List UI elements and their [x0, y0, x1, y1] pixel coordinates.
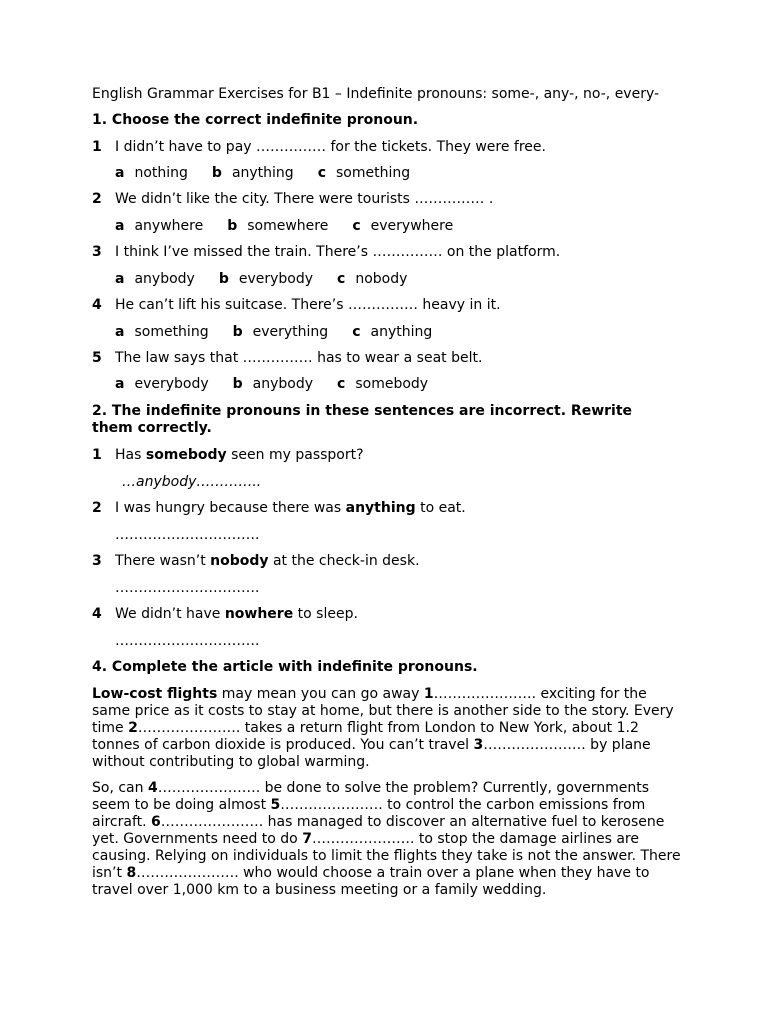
question-number: 3: [92, 244, 102, 260]
option-text: anything: [231, 165, 294, 181]
option-letter: b: [218, 271, 229, 287]
option-text: something: [134, 324, 209, 340]
answer-blank: ………………………….: [115, 527, 260, 543]
option-letter: c: [337, 271, 346, 287]
question-row: [92, 191, 493, 208]
gap-number: 3: [473, 737, 484, 753]
option: [115, 324, 209, 341]
incorrect-pronoun: nobody: [210, 553, 269, 569]
article-text: …………………. who would choose a train over a plane when they have to travel over 1,000 km to a business meeting or a family wedding.: [92, 865, 650, 898]
question-text: We didn’t like the city. There were tourists …………… .: [115, 191, 494, 207]
option-letter: a: [115, 324, 125, 340]
option-text: anywhere: [134, 218, 204, 234]
gap-number: 6: [151, 814, 161, 830]
gap-number: 4: [147, 780, 158, 796]
option-letter: a: [115, 376, 125, 392]
option-text: everywhere: [370, 218, 454, 234]
article-text: …………………. to control the carbon emissions from aircraft.: [92, 797, 646, 830]
item-number: 3: [92, 553, 102, 569]
options-row: [115, 376, 452, 393]
rewrite-row: [92, 553, 420, 570]
article-paragraph-2: [92, 780, 682, 899]
rewrite-row: [92, 447, 364, 464]
incorrect-pronoun: somebody: [145, 447, 227, 463]
option-letter: b: [232, 324, 243, 340]
option-text: anybody: [134, 271, 195, 287]
option-text: nobody: [355, 271, 408, 287]
answer-blank: ………………………….: [115, 580, 260, 596]
option: [337, 376, 428, 393]
question-number: 5: [92, 350, 102, 366]
rewrite-row: [92, 500, 466, 517]
item-number: 2: [92, 500, 102, 516]
sentence-after: seen my passport?: [226, 447, 364, 463]
option: [352, 218, 453, 235]
option-letter: c: [337, 376, 346, 392]
question-number: 1: [92, 139, 102, 155]
gap-number: 1: [423, 686, 434, 702]
question-text: He can’t lift his suitcase. There’s …………… heavy in it.: [115, 297, 501, 313]
option-text: somebody: [355, 376, 429, 392]
answer-blank: ………………………….: [115, 633, 260, 649]
sentence-after: to eat.: [415, 500, 466, 516]
options-row: [115, 165, 434, 182]
option-letter: a: [115, 271, 125, 287]
question-row: [92, 139, 546, 156]
incorrect-pronoun: nowhere: [224, 606, 294, 622]
option-text: anybody: [252, 376, 314, 392]
option-letter: a: [115, 165, 125, 181]
sentence-after: to sleep.: [293, 606, 358, 622]
sentence-before: Has: [115, 447, 146, 463]
option-text: everybody: [238, 271, 314, 287]
article-text: So, can: [92, 780, 148, 796]
question-text: I didn’t have to pay …………… for the tickets. They were free.: [115, 139, 546, 155]
article-text: …………………. exciting for the same price as it costs to stay at home, but there is another side to the story. Every time: [92, 686, 674, 736]
sentence-after: at the check-in desk.: [268, 553, 420, 569]
article-text: …………………. takes a return flight from London to New York, about 1.2 tonnes of carbon dioxide is produced. You can’t travel: [92, 720, 639, 753]
article-text: may mean you can go away: [217, 686, 424, 702]
question-text: I think I’ve missed the train. There’s …………… on the platform.: [115, 244, 561, 260]
rewrite-row: [92, 606, 358, 623]
options-row: [115, 218, 477, 235]
option-text: something: [336, 165, 411, 181]
item-number: 4: [92, 606, 102, 622]
option: [115, 218, 203, 235]
gap-number: 7: [302, 831, 312, 847]
section2-heading: 2. The indefinite pronouns in these sentences are incorrect. Rewrite them correctly.: [92, 403, 633, 436]
option-letter: c: [352, 324, 361, 340]
option-letter: b: [232, 376, 243, 392]
worksheet-title: English Grammar Exercises for B1 – Indefinite pronouns: some-, any-, no-, every-: [92, 86, 660, 102]
gap-number: 5: [270, 797, 281, 813]
article-paragraph-1: [92, 686, 682, 771]
section1-heading: 1. Choose the correct indefinite pronoun.: [92, 112, 419, 128]
option: [233, 324, 329, 341]
option: [227, 218, 328, 235]
option: [219, 271, 313, 288]
question-row: [92, 297, 501, 314]
option-text: somewhere: [247, 218, 329, 234]
option: [115, 271, 195, 288]
question-row: [92, 244, 560, 261]
option: [337, 271, 407, 288]
question-number: 4: [92, 297, 102, 313]
incorrect-pronoun: anything: [345, 500, 416, 516]
option-text: anything: [370, 324, 433, 340]
option-letter: b: [211, 165, 222, 181]
question-number: 2: [92, 191, 102, 207]
option-letter: b: [227, 218, 238, 234]
options-row: [115, 324, 456, 341]
sentence-before: There wasn’t: [115, 553, 211, 569]
option-text: everything: [252, 324, 329, 340]
article-text: …………………. has managed to discover an alternative fuel to kerosene yet. Governments need to do: [92, 814, 665, 847]
option-text: nothing: [134, 165, 188, 181]
option: [212, 165, 294, 182]
article-lead: Low-cost flights: [92, 686, 218, 702]
option: [318, 165, 410, 182]
options-row: [115, 271, 431, 288]
option: [115, 376, 209, 393]
item-number: 1: [92, 447, 102, 463]
option-text: everybody: [134, 376, 209, 392]
example-answer: …anybody…………..: [122, 474, 262, 490]
section4-heading: 4. Complete the article with indefinite pronouns.: [92, 659, 478, 675]
question-row: [92, 350, 482, 367]
gap-number: 8: [126, 865, 137, 881]
article-text: …………………. by plane without contributing to global warming.: [92, 737, 651, 770]
sentence-before: We didn’t have: [115, 606, 225, 622]
option: [233, 376, 313, 393]
article-text: …………………. be done to solve the problem? Currently, governments seem to be doing almost: [92, 780, 650, 813]
article-text: …………………. to stop the damage airlines are causing. Relying on individuals to limit the flights they take is not the answer. There isn’t: [92, 831, 681, 881]
option-letter: c: [352, 218, 361, 234]
option: [352, 324, 432, 341]
option: [115, 165, 188, 182]
option-letter: c: [317, 165, 326, 181]
option-letter: a: [115, 218, 125, 234]
gap-number: 2: [128, 720, 138, 736]
question-text: The law says that …………… has to wear a seat belt.: [115, 350, 483, 366]
sentence-before: I was hungry because there was: [115, 500, 346, 516]
